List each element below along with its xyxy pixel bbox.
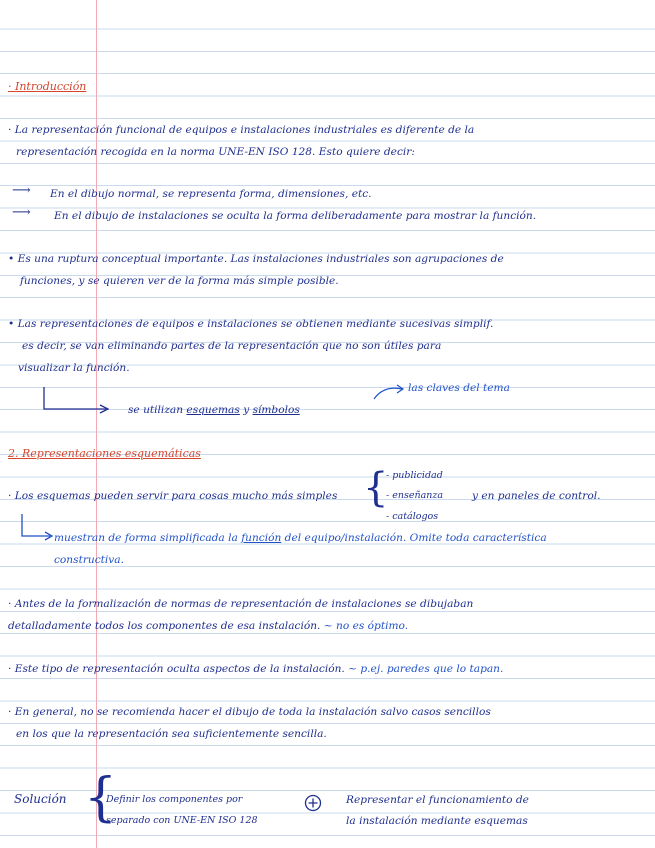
solution-right-line-1: Representar el funcionamiento de — [346, 794, 529, 806]
sub-text-a: muestran de forma simplificada la — [54, 532, 238, 544]
schematic-line-3 — [8, 662, 503, 676]
claves-note: las claves del tema — [408, 382, 510, 394]
arrow-right-icon: ⟶ — [12, 183, 31, 198]
result-word-esquemas: esquemas — [186, 404, 240, 416]
solution-left-line-1: Definir los componentes por — [106, 794, 243, 805]
result-prefix: se utilizan — [128, 404, 184, 416]
option-catalogos: - catálogos — [386, 511, 439, 522]
schematic-line-1-tail: y en paneles de control. — [472, 490, 601, 502]
schematic-line-3-text: · Este tipo de representación oculta aspectos de la instalación. — [8, 663, 345, 675]
paragraph-3-line-3: visualizar la función. — [18, 362, 130, 374]
not-optimal-note: ~ no es óptimo. — [323, 620, 409, 632]
paragraph-2-line-1: • Es una ruptura conceptual importante. Las instalaciones industriales son agrupaciones de — [8, 253, 504, 265]
option-ensenanza: - enseñanza — [386, 490, 444, 501]
bullet-a: En el dibujo normal, se representa forma, dimensiones, etc. — [50, 188, 372, 200]
sub-text-b: del equipo/instalación. Omite toda característica — [284, 532, 547, 544]
solution-right-line-2: la instalación mediante esquemas — [346, 815, 528, 827]
paragraph-2-line-2: funciones, y se quieren ver de la forma más simple posible. — [20, 275, 339, 287]
section-title-intro: · Introducción — [8, 80, 87, 93]
brace-icon: { — [363, 465, 389, 511]
schematic-line-2b — [8, 619, 408, 633]
section-title-schematic: 2. Representaciones esquemáticas — [8, 447, 201, 460]
arrow-right-icon: ⟶ — [12, 205, 31, 220]
schematic-sub-line-2: constructiva. — [54, 554, 124, 566]
result-word-simbolos: símbolos — [252, 404, 300, 416]
schematic-line-4b: en los que la representación sea suficientemente sencilla. — [16, 728, 327, 740]
schematic-line-2: · Antes de la formalización de normas de representación de instalaciones se dibujaban — [8, 598, 474, 610]
schematic-line-2b-text: detalladamente todos los componentes de esa instalación. — [8, 620, 321, 632]
paragraph-1-line-1: · La representación funcional de equipos e instalaciones industriales es diferente de la — [8, 124, 475, 136]
paragraph-1-line-2: representación recogida en la norma UNE-EN ISO 128. Esto quiere decir: — [16, 146, 415, 158]
solution-label: Solución — [14, 792, 67, 806]
schematic-line-4: · En general, no se recomienda hacer el dibujo de toda la instalación salvo casos sencillos — [8, 706, 491, 718]
elbow-arrow-icon — [40, 385, 120, 415]
plus-circle-icon — [304, 794, 324, 814]
brace-icon: { — [84, 768, 118, 828]
walls-note: ~ p.ej. paredes que lo tapan. — [348, 663, 504, 675]
paragraph-3-line-2: es decir, se van eliminando partes de la representación que no son útiles para — [22, 340, 442, 352]
schematic-sub-line-1 — [54, 531, 547, 545]
solution-left-line-2: separado con UNE-EN ISO 128 — [106, 815, 258, 826]
result-text — [128, 403, 300, 417]
schematic-line-1: · Los esquemas pueden servir para cosas mucho más simples — [8, 490, 338, 502]
option-publicidad: - publicidad — [386, 470, 443, 481]
result-word-y: y — [243, 404, 250, 416]
sub-text-funcion: función — [241, 532, 282, 544]
bullet-b: En el dibujo de instalaciones se oculta la forma deliberadamente para mostrar la función. — [54, 210, 537, 222]
curved-arrow-icon — [372, 383, 412, 403]
paragraph-3-line-1: • Las representaciones de equipos e instalaciones se obtienen mediante sucesivas simplif. — [8, 318, 494, 330]
